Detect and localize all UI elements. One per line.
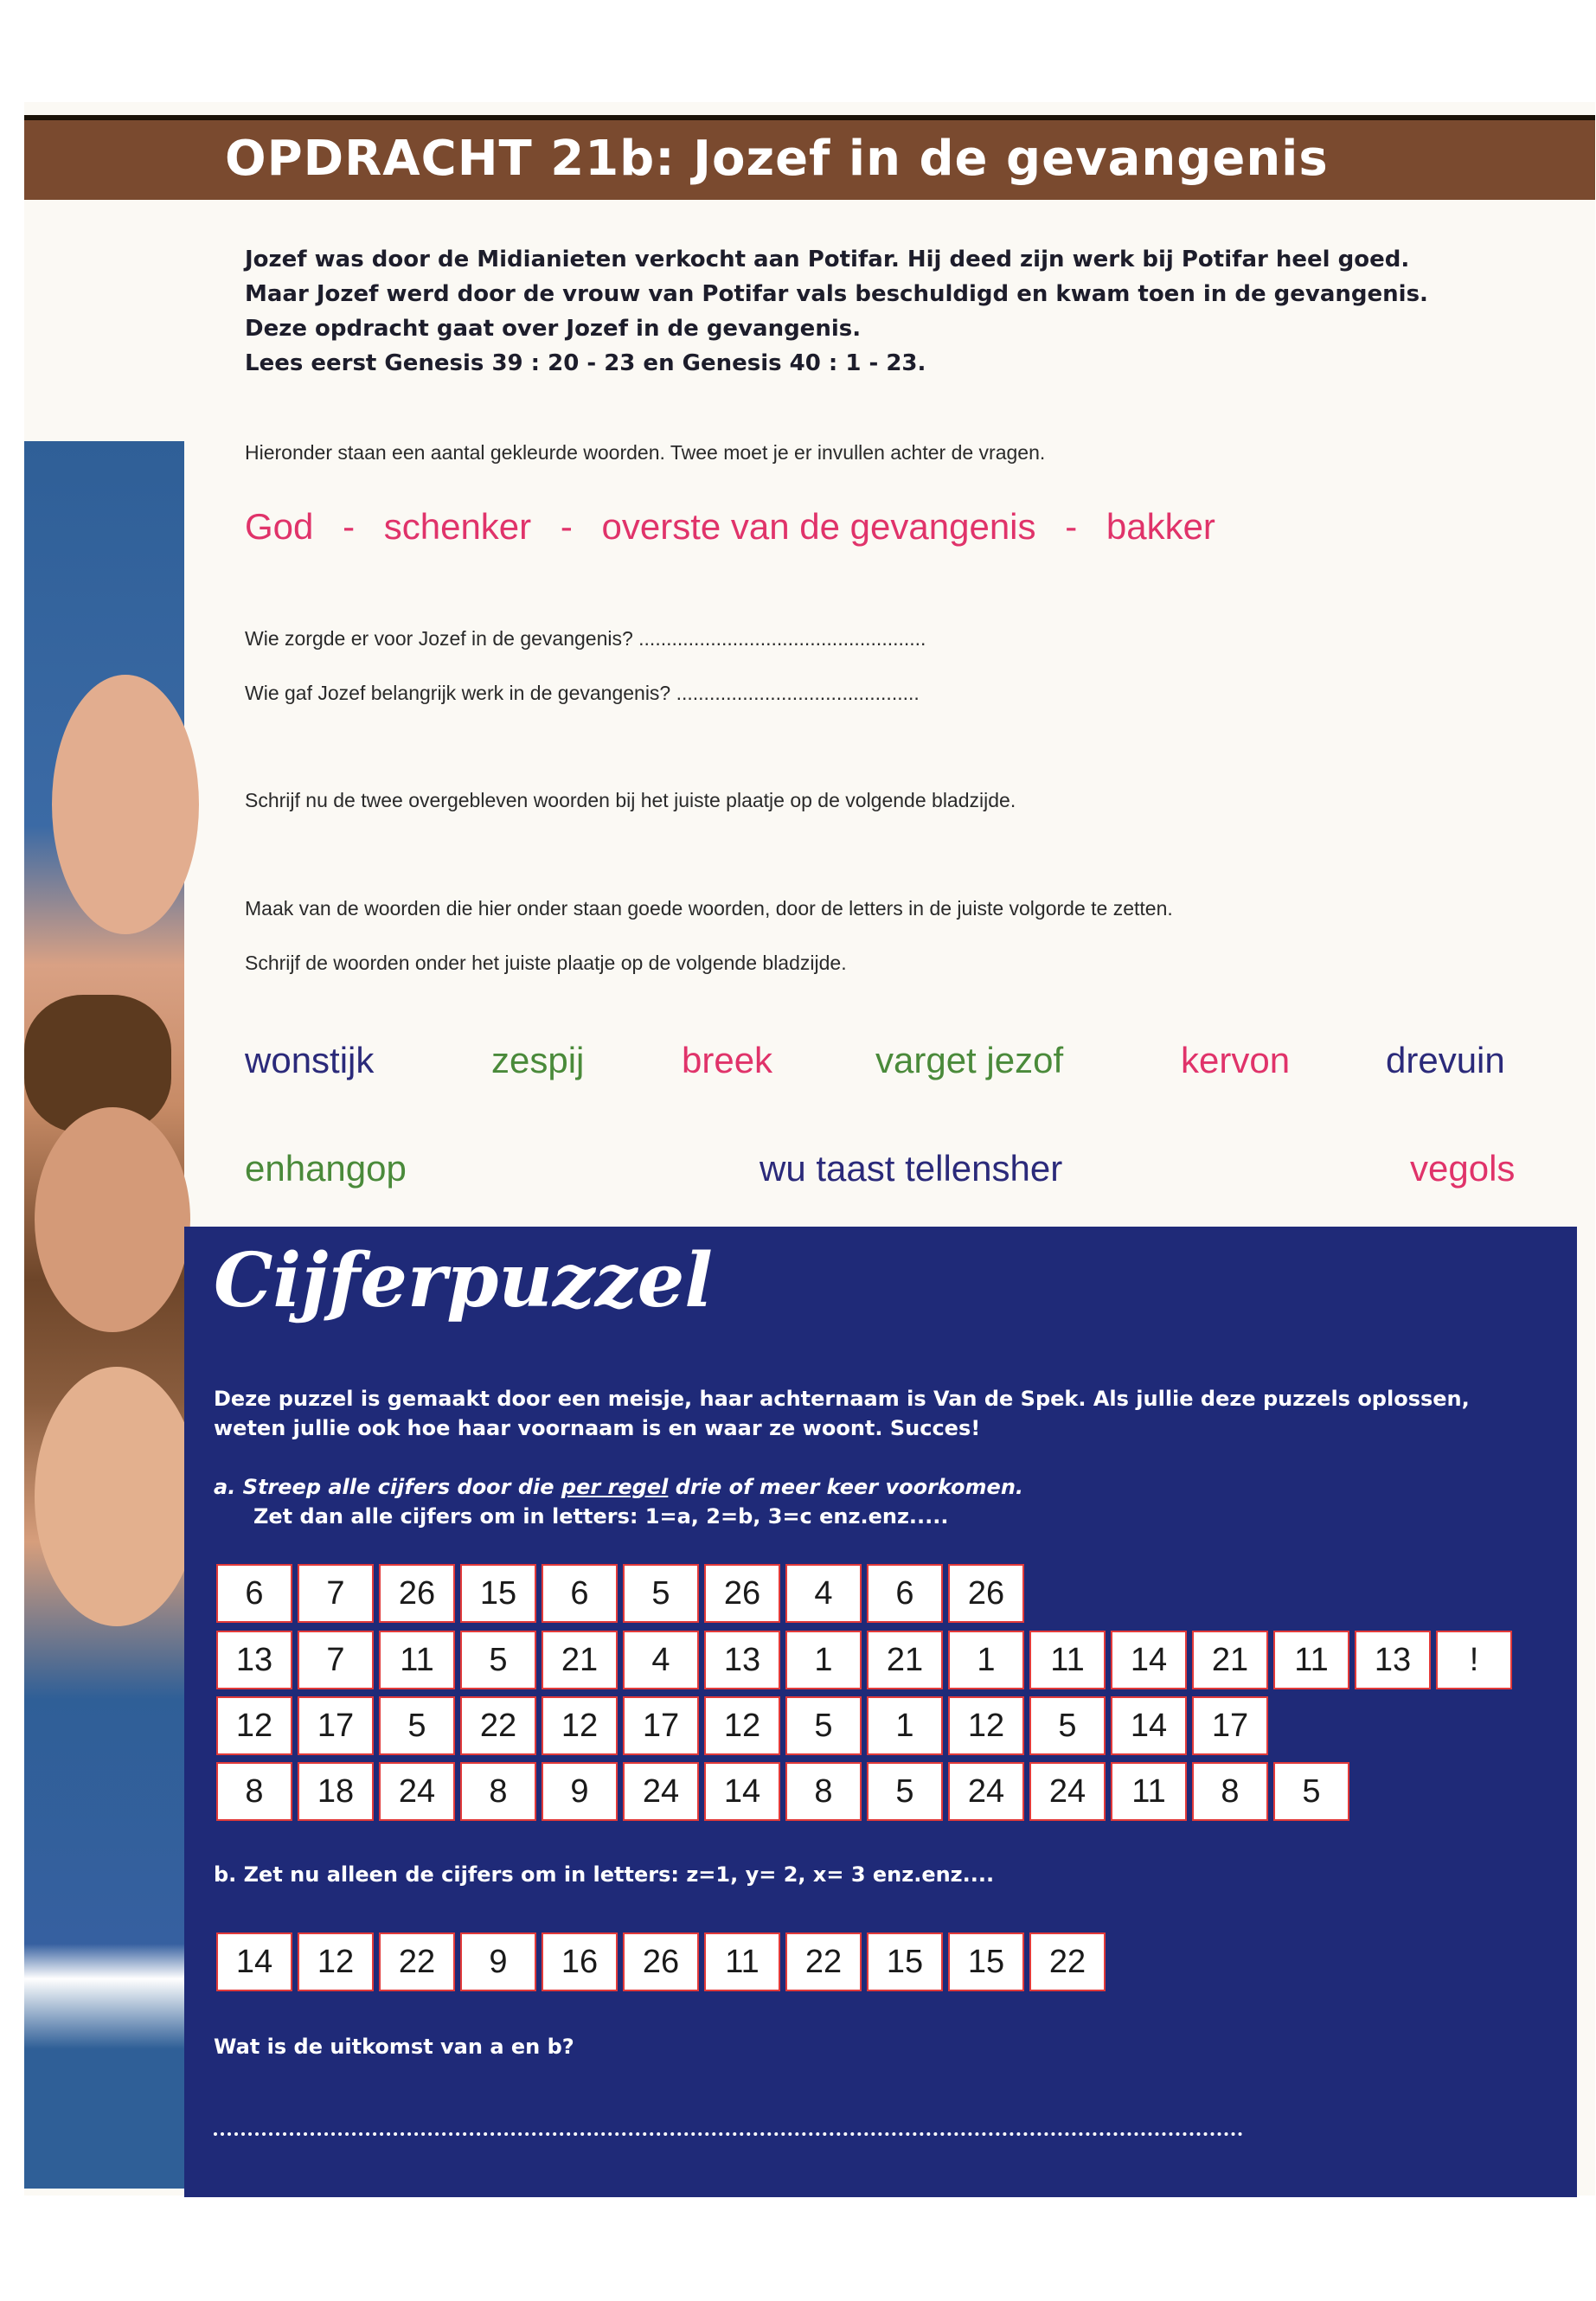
number-cell[interactable]: 16 — [542, 1932, 618, 1991]
number-cell[interactable]: 7 — [298, 1631, 374, 1689]
number-cell[interactable]: 6 — [867, 1564, 943, 1623]
number-cell[interactable]: 26 — [623, 1932, 699, 1991]
intro-line: Jozef was door de Midianieten verkocht aan Potifar. Hij deed zijn werk bij Potifar heel goed. — [245, 247, 1410, 272]
word-separator: - — [343, 506, 356, 547]
number-cell[interactable]: 21 — [1192, 1631, 1268, 1689]
grid-a-row — [216, 1762, 1355, 1824]
puzzle-intro-line: Deze puzzel is gemaakt door een meisje, haar achternaam is Van de Spek. Als jullie deze puzzels oplossen, — [214, 1387, 1470, 1411]
instruction-a-prefix: a. Streep alle cijfers door die — [214, 1475, 561, 1499]
word-option: overste van de gevangenis — [601, 506, 1036, 547]
number-cell[interactable]: 24 — [379, 1762, 455, 1821]
number-cell[interactable]: 12 — [704, 1696, 780, 1755]
number-cell[interactable]: 4 — [623, 1631, 699, 1689]
number-cell[interactable]: 26 — [704, 1564, 780, 1623]
number-cell[interactable]: 14 — [1111, 1696, 1187, 1755]
word-separator: - — [560, 506, 573, 547]
number-cell[interactable]: 5 — [1273, 1762, 1349, 1821]
word-option: bakker — [1106, 506, 1215, 547]
header-bar — [24, 115, 1595, 200]
intro-line: Deze opdracht gaat over Jozef in de gevangenis. — [245, 316, 862, 342]
intro-line: Lees eerst Genesis 39 : 20 - 23 en Genesis 40 : 1 - 23. — [245, 350, 926, 376]
number-cell[interactable]: 1 — [785, 1631, 862, 1689]
number-cell[interactable]: 11 — [1029, 1631, 1106, 1689]
number-cell[interactable]: 21 — [542, 1631, 618, 1689]
number-cell[interactable]: 21 — [867, 1631, 943, 1689]
number-cell[interactable]: 8 — [785, 1762, 862, 1821]
word-option: schenker — [383, 506, 532, 547]
number-cell[interactable]: 15 — [460, 1564, 536, 1623]
number-cell[interactable]: 15 — [867, 1932, 943, 1991]
result-question: Wat is de uitkomst van a en b? — [214, 2035, 574, 2059]
number-cell[interactable]: 17 — [623, 1696, 699, 1755]
number-cell[interactable]: 5 — [1029, 1696, 1106, 1755]
grid-a-row — [216, 1631, 1517, 1693]
number-cell[interactable]: 13 — [216, 1631, 292, 1689]
number-cell[interactable]: 11 — [1273, 1631, 1349, 1689]
instruction-a-suffix: drie of meer keer voorkomen. — [668, 1475, 1024, 1499]
answer-line[interactable] — [214, 2132, 1243, 2136]
exclamation-cell[interactable]: ! — [1436, 1631, 1512, 1689]
number-cell[interactable]: 14 — [704, 1762, 780, 1821]
number-cell[interactable]: 12 — [216, 1696, 292, 1755]
number-cell[interactable]: 5 — [623, 1564, 699, 1623]
scrambled-word: enhangop — [245, 1148, 407, 1189]
intro-line: Maar Jozef werd door de vrouw van Potifar vals beschuldigd en kwam toen in de gevangenis. — [245, 281, 1428, 307]
number-cell[interactable]: 11 — [379, 1631, 455, 1689]
grid-b-row — [216, 1932, 1111, 1995]
number-cell[interactable]: 17 — [298, 1696, 374, 1755]
puzzle-title: Cijferpuzzel — [214, 1237, 713, 1324]
number-cell[interactable]: 24 — [1029, 1762, 1106, 1821]
number-cell[interactable]: 22 — [460, 1696, 536, 1755]
instruction-text: Hieronder staan een aantal gekleurde woorden. Twee moet je er invullen achter de vragen. — [245, 441, 1046, 464]
question-2[interactable]: Wie gaf Jozef belangrijk werk in de gevangenis? ............................................ — [245, 682, 920, 704]
child-face-photo — [52, 675, 199, 934]
number-cell[interactable]: 11 — [704, 1932, 780, 1991]
instruction-text: Schrijf nu de twee overgebleven woorden bij het juiste plaatje op de volgende bladzijde. — [245, 789, 1016, 811]
number-cell[interactable]: 12 — [948, 1696, 1024, 1755]
number-cell[interactable]: 22 — [785, 1932, 862, 1991]
scrambled-word: vegols — [1410, 1148, 1516, 1189]
number-cell[interactable]: 8 — [1192, 1762, 1268, 1821]
number-cell[interactable]: 15 — [948, 1932, 1024, 1991]
number-cell[interactable]: 6 — [216, 1564, 292, 1623]
number-cell[interactable]: 8 — [460, 1762, 536, 1821]
scrambled-word: varget jezof — [875, 1040, 1064, 1080]
number-cell[interactable]: 12 — [542, 1696, 618, 1755]
number-cell[interactable]: 22 — [1029, 1932, 1106, 1991]
number-cell[interactable]: 4 — [785, 1564, 862, 1623]
number-cell[interactable]: 5 — [867, 1762, 943, 1821]
puzzle-intro-line: weten jullie ook hoe haar voornaam is en waar ze woont. Succes! — [214, 1416, 981, 1440]
number-cell[interactable]: 12 — [298, 1932, 374, 1991]
number-cell[interactable]: 13 — [704, 1631, 780, 1689]
number-cell[interactable]: 8 — [216, 1762, 292, 1821]
number-cell[interactable]: 22 — [379, 1932, 455, 1991]
word-option: God — [245, 506, 314, 547]
number-cell[interactable]: 9 — [542, 1762, 618, 1821]
scrambled-word: wu taast tellensher — [760, 1148, 1063, 1189]
number-cell[interactable]: 6 — [542, 1564, 618, 1623]
number-cell[interactable]: 1 — [948, 1631, 1024, 1689]
number-cell[interactable]: 7 — [298, 1564, 374, 1623]
child-face-photo — [35, 1107, 190, 1332]
scrambled-word: wonstijk — [245, 1040, 375, 1080]
instruction-b: b. Zet nu alleen de cijfers om in letters: z=1, y= 2, x= 3 enz.enz.... — [214, 1862, 995, 1887]
instruction-a-line2: Zet dan alle cijfers om in letters: 1=a, 2=b, 3=c enz.enz..... — [253, 1504, 949, 1529]
number-cell[interactable]: 26 — [948, 1564, 1024, 1623]
instruction-a-underlined: per regel — [561, 1475, 669, 1499]
number-cell[interactable]: 24 — [623, 1762, 699, 1821]
instruction-text: Maak van de woorden die hier onder staan goede woorden, door de letters in de juiste volgorde te zetten. — [245, 897, 1173, 920]
word-separator: - — [1065, 506, 1078, 547]
number-cell[interactable]: 1 — [867, 1696, 943, 1755]
number-cell[interactable]: 26 — [379, 1564, 455, 1623]
question-1[interactable]: Wie zorgde er voor Jozef in de gevangenis? .................................................... — [245, 627, 926, 650]
scrambled-word: kervon — [1181, 1040, 1291, 1080]
number-cell[interactable]: 14 — [216, 1932, 292, 1991]
colored-word-list — [245, 506, 1234, 548]
number-cell[interactable]: 9 — [460, 1932, 536, 1991]
grid-a-row — [216, 1564, 1029, 1626]
scrambled-word: drevuin — [1386, 1040, 1505, 1080]
scrambled-word: zespij — [491, 1040, 585, 1080]
number-cell[interactable]: 24 — [948, 1762, 1024, 1821]
instruction-a — [214, 1475, 1023, 1499]
intro-text — [245, 242, 1542, 381]
number-cell[interactable]: 13 — [1355, 1631, 1431, 1689]
child-face-photo — [35, 1367, 199, 1626]
number-cell[interactable]: 5 — [379, 1696, 455, 1755]
number-cell[interactable]: 11 — [1111, 1762, 1187, 1821]
number-cell[interactable]: 5 — [785, 1696, 862, 1755]
number-cell[interactable]: 5 — [460, 1631, 536, 1689]
number-cell[interactable]: 14 — [1111, 1631, 1187, 1689]
scrambled-word: breek — [682, 1040, 773, 1080]
page-title: OPDRACHT 21b: Jozef in de gevangenis — [225, 131, 1329, 187]
number-cell[interactable]: 18 — [298, 1762, 374, 1821]
grid-a-row — [216, 1696, 1273, 1759]
number-cell[interactable]: 17 — [1192, 1696, 1268, 1755]
instruction-text: Schrijf de woorden onder het juiste plaatje op de volgende bladzijde. — [245, 952, 847, 974]
